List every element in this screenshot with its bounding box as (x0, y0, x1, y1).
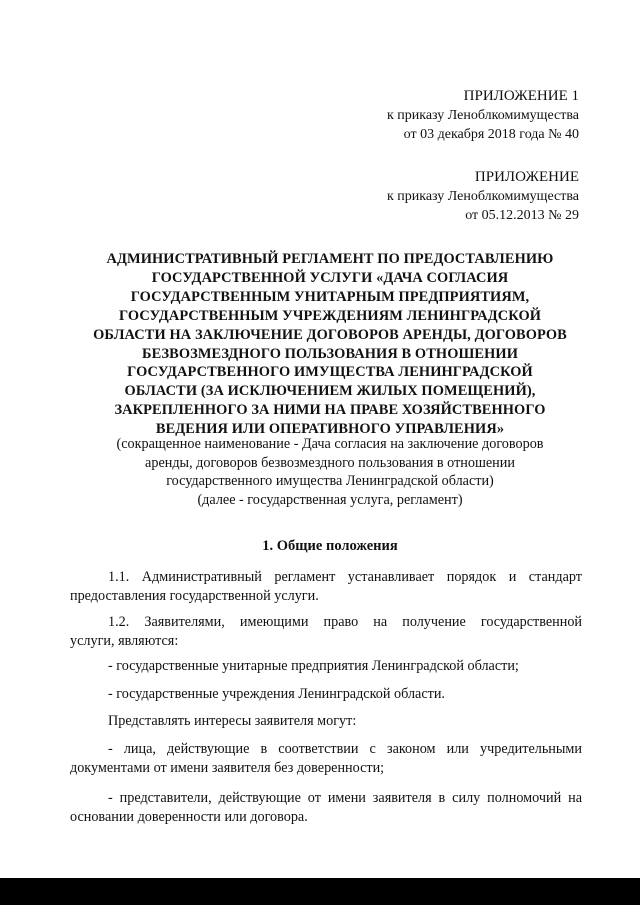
short-name-line: (сокращенное наименование - Дача согласия на заключение договоров (116, 436, 544, 452)
title-line: ВЕДЕНИЯ ИЛИ ОПЕРАТИВНОГО УПРАВЛЕНИЯ» (155, 421, 505, 438)
title-line: ГОСУДАРСТВЕННОЙ УСЛУГИ «ДАЧА СОГЛАСИЯ (151, 269, 509, 286)
representative-item-with-power-of-attorney (70, 789, 582, 826)
appendix-1-date-line: от 03 декабря 2018 года № 40 (403, 127, 579, 142)
paragraph-line: - лица, действующие в соответствии с законом или учредительными (108, 741, 582, 757)
title-line: ГОСУДАРСТВЕННЫМ УНИТАРНЫМ ПРЕДПРИЯТИЯМ, (130, 288, 530, 305)
short-name-line: (далее - государственная услуга, регламент) (197, 491, 463, 508)
title-line: ГОСУДАРСТВЕННОГО ИМУЩЕСТВА ЛЕНИНГРАДСКОЙ (127, 364, 533, 381)
applicant-item-institutions (108, 685, 582, 704)
appendix-1-heading: ПРИЛОЖЕНИЕ 1 (463, 88, 579, 104)
regulation-title (70, 250, 590, 439)
appendix-2-order-line: к приказу Леноблкомимущества (386, 189, 579, 204)
representatives-intro (108, 712, 582, 731)
short-name-line: аренды, договоров безвозмездного пользования в отношении (145, 454, 515, 471)
appendix-2-heading: ПРИЛОЖЕНИЕ (474, 169, 579, 185)
title-line: АДМИНИСТРАТИВНЫЙ РЕГЛАМЕНТ ПО ПРЕДОСТАВЛЕНИЮ (106, 251, 554, 267)
representative-item-without-power-of-attorney (70, 740, 582, 777)
paragraph-line: основании доверенности или договора. (70, 808, 308, 825)
paragraph-line: Представлять интересы заявителя могут: (108, 713, 357, 729)
paragraph-line: документами от имени заявителя без доверенности; (70, 759, 385, 776)
title-line: ОБЛАСТИ (ЗА ИСКЛЮЧЕНИЕМ ЖИЛЫХ ПОМЕЩЕНИЙ), (124, 383, 536, 400)
appendix-2-block (387, 168, 579, 225)
paragraph-line: 1.1. Административный регламент устанавливает порядок и стандарт (108, 569, 582, 585)
paragraph-line: - представители, действующие от имени заявителя в силу полномочий на (108, 790, 582, 806)
title-line: ЗАКРЕПЛЕННОГО ЗА НИМИ НА ПРАВЕ ХОЗЯЙСТВЕННОГО (114, 402, 546, 419)
paragraph-line: услуги, являются: (70, 632, 179, 649)
title-line: ОБЛАСТИ НА ЗАКЛЮЧЕНИЕ ДОГОВОРОВ АРЕНДЫ, ДОГОВОРОВ (93, 326, 567, 343)
applicant-item-enterprises (108, 657, 582, 676)
paragraph-1-2 (70, 613, 582, 650)
short-name-line: государственного имущества Ленинградской области) (166, 473, 494, 489)
paragraph-line: - государственные учреждения Ленинградской области. (108, 686, 445, 702)
paragraph-line: 1.2. Заявителями, имеющими право на получение государственной (108, 614, 582, 630)
title-line: ГОСУДАРСТВЕННЫМ УЧРЕЖДЕНИЯМ ЛЕНИНГРАДСКОЙ (118, 307, 542, 324)
title-line: БЕЗВОЗМЕЗДНОГО ПОЛЬЗОВАНИЯ В ОТНОШЕНИИ (142, 345, 518, 362)
section-1-title: 1. Общие положения (262, 538, 398, 554)
paragraph-line: - государственные унитарные предприятия Ленинградской области; (108, 658, 519, 674)
short-name-block (70, 435, 590, 509)
paragraph-line: предоставления государственной услуги. (70, 587, 319, 604)
appendix-1-order-line: к приказу Леноблкомимущества (386, 108, 579, 123)
scan-bottom-border (0, 878, 640, 905)
appendix-2-date-line: от 05.12.2013 № 29 (465, 208, 579, 223)
appendix-1-block (387, 87, 579, 144)
paragraph-1-1 (70, 568, 582, 605)
